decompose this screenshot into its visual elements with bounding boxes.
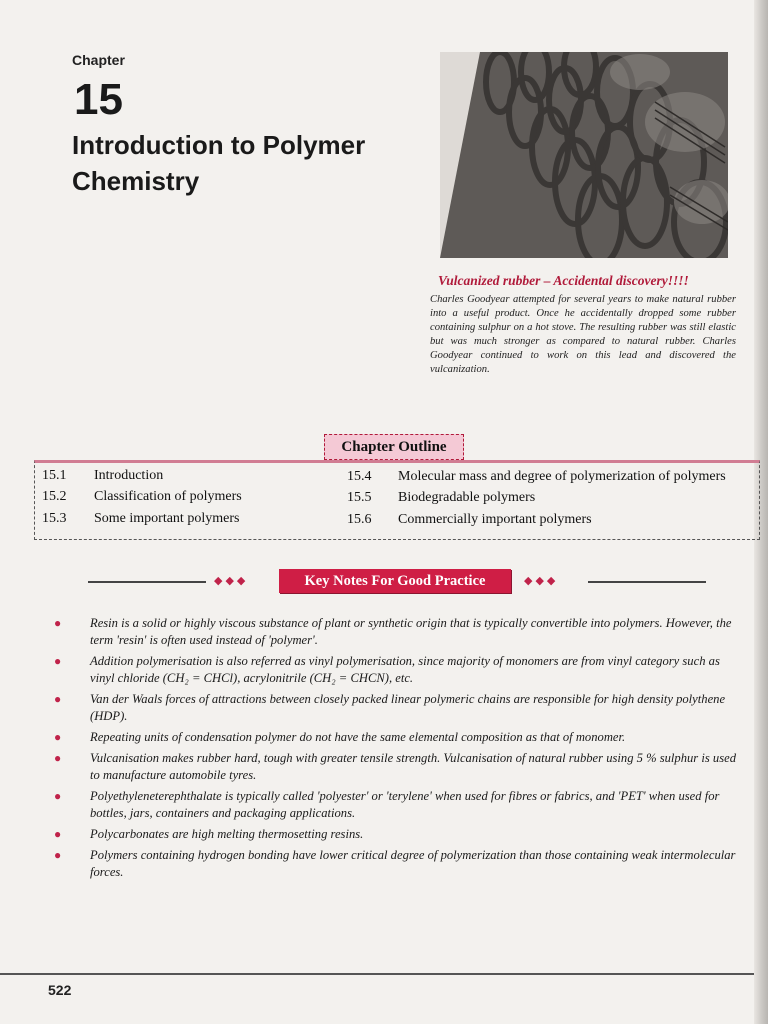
key-notes-banner [88,569,708,595]
list-item [46,750,746,784]
tyres-illustration [440,52,728,258]
note-text: Vulcanisation makes rubber hard, tough with greater tensile strength. Vulcanisation of natural rubber using 5 % sulphur is used to manufacture automobile tyres. [90,751,736,782]
outline-text: Biodegradable polymers [398,490,536,505]
outline-number: 15.3 [42,511,67,526]
chapter-outline-heading: Chapter Outline [324,434,464,460]
bullet-icon: ● [54,789,62,803]
list-item [46,788,746,822]
banner-rule-left [88,581,206,583]
chapter-title: Introduction to Polymer Chemistry [72,130,366,196]
key-notes-title: Key Notes For Good Practice [279,569,511,593]
note-text: Resin is a solid or highly viscous substance of plant or synthetic origin that is typically convertible into polymers. However, the term 'resin' is often used instead of 'polymer'. [90,616,732,647]
note-text: Repeating units of condensation polymer do not have the same elemental composition as that of monomer. [90,730,626,744]
bullet-icon: ● [54,654,62,668]
bullet-icon: ● [54,848,62,862]
bullet-icon: ● [54,827,62,841]
list-item [46,729,746,746]
bullet-icon: ● [54,751,62,765]
outline-number: 15.1 [42,468,67,483]
chapter-number: 15 [74,75,123,124]
outline-number: 15.4 [347,469,372,484]
tyres-photo [440,52,728,258]
diamond-icon: ◆◆◆ [524,575,559,587]
note-text: Polycarbonates are high melting thermosetting resins. [90,827,364,841]
footer-rule [0,973,754,975]
outline-text: Molecular mass and degree of polymerization of polymers [398,469,726,484]
list-item [46,826,746,843]
note-text: Polyethyleneterephthalate is typically called 'polyester' or 'terylene' when used for fibres or fabrics, and 'PET' when used for bottles, jars, containers and packaging applications. [90,789,720,820]
caption-title: Vulcanized rubber – Accidental discovery!!!! [438,273,689,288]
diamond-icon: ◆◆◆ [214,575,249,587]
outline-number: 15.5 [347,490,372,505]
list-item [46,653,746,687]
chapter-outline-box [34,460,760,540]
outline-text: Commercially important polymers [398,512,592,527]
list-item [46,615,746,649]
note-text: Addition polymerisation is also referred as vinyl polymerisation, since majority of monomers are from vinyl category such as vinyl chloride (CH₂ = CHCl), acrylonitrile (CH₂ = CHCN), etc. [90,654,720,685]
outline-number: 15.2 [42,489,67,504]
chapter-label: Chapter [72,52,125,68]
list-item [46,691,746,725]
bullet-icon: ● [54,730,62,744]
outline-text: Some important polymers [94,511,240,526]
outline-text: Introduction [94,468,164,483]
caption-text: Charles Goodyear attempted for several years to make natural rubber into a useful product. Once he accidentally dropped some rubber containing sulphur on a hot stove. The resulting rubber was still elastic but was much stronger as compared to natural rubber. Charles Goodyear continued to work on this lead and discovered the vulcanization. [430,294,736,375]
note-text: Polymers containing hydrogen bonding have lower critical degree of polymerization than those containing weak intermolecular forces. [90,848,736,879]
note-text: Van der Waals forces of attractions between closely packed linear polymeric chains are responsible for high density polythene (HDP). [90,692,726,723]
bullet-icon: ● [54,692,62,706]
banner-rule-right [588,581,706,583]
outline-number: 15.6 [347,512,372,527]
list-item [46,847,746,881]
bullet-icon: ● [54,616,62,630]
page-number: 522 [48,982,72,998]
key-notes-list [46,615,746,885]
outline-text: Classification of polymers [94,489,242,504]
